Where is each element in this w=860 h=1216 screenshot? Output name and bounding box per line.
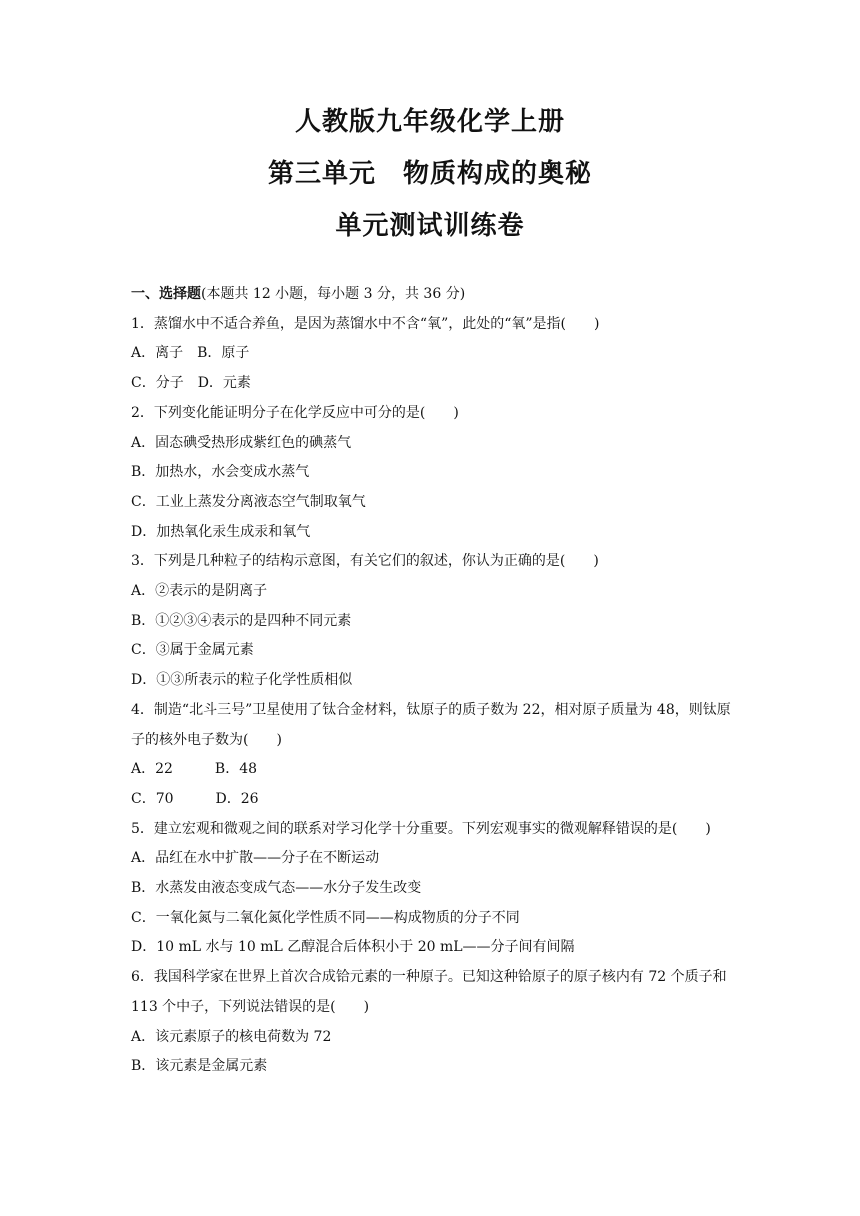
question-2-option-b: B．加热水，水会变成水蒸气 [131, 464, 310, 481]
question-5-stem: 5．建立宏观和微观之间的联系对学习化学十分重要。下列宏观事实的微观解释错误的是( ) [131, 820, 711, 837]
question-1-options-cd: C．分子 D．元素 [131, 375, 251, 392]
question-list [131, 280, 736, 1082]
title-block [0, 96, 860, 252]
question-5-option-d: D．10 mL 水与 10 mL 乙醇混合后体积小于 20 mL——分子间有间隔 [131, 939, 575, 956]
question-4-options-ab: A．22 B．48 [131, 761, 258, 778]
question-3-option-d: D．①③所表示的粒子化学性质相似 [131, 672, 353, 689]
question-5-option-b: B．水蒸发由液态变成气态——水分子发生改变 [131, 880, 422, 897]
question-3-option-b: B．①②③④表示的是四种不同元素 [131, 612, 352, 629]
question-3-stem: 3．下列是几种粒子的结构示意图，有关它们的叙述，你认为正确的是( ) [131, 553, 599, 570]
question-5-option-c: C．一氧化氮与二氧化氮化学性质不同——构成物质的分子不同 [131, 909, 520, 926]
question-4-stem: 4．制造“北斗三号”卫星使用了钛合金材料，钛原子的质子数为 22，相对原子质量为 48，则钛原子的核外电子数为( ) [131, 701, 731, 748]
question-2-stem: 2．下列变化能证明分子在化学反应中可分的是( ) [131, 404, 459, 421]
question-2-option-d: D．加热氧化汞生成汞和氧气 [131, 523, 311, 540]
section-label: 一、选择题 [131, 286, 201, 302]
question-4-options-cd: C．70 D．26 [131, 790, 259, 807]
question-6-option-b: B．该元素是金属元素 [131, 1058, 268, 1075]
question-3-option-c: C．③属于金属元素 [131, 642, 254, 659]
doc-title-test: 单元测试训练卷 [335, 211, 525, 241]
question-6-stem: 6．我国科学家在世界上首次合成铪元素的一种原子。已知这种铪原子的原子核内有 72 个质子和 113 个中子，下列说法错误的是( ) [131, 969, 727, 1015]
question-3-option-a: A．②表示的是阴离子 [131, 583, 268, 600]
question-1-stem: 1．蒸馏水中不适合养鱼，是因为蒸馏水中不含“氧”，此处的“氧”是指( ) [131, 315, 600, 332]
doc-title-unit: 第三单元 物质构成的奥秘 [267, 159, 592, 189]
section-heading [131, 280, 736, 310]
section-note: (本题共 12 小题，每小题 3 分，共 36 分) [201, 286, 466, 302]
question-5-option-a: A．品红在水中扩散——分子在不断运动 [131, 850, 380, 867]
doc-title-book: 人教版九年级化学上册 [294, 107, 565, 137]
question-2-option-c: C．工业上蒸发分离液态空气制取氧气 [131, 493, 366, 510]
question-6-option-a: A．该元素原子的核电荷数为 72 [131, 1028, 332, 1045]
question-1-options-ab: A．离子 B．原子 [131, 345, 250, 362]
question-2-option-a: A．固态碘受热形成紫红色的碘蒸气 [131, 434, 352, 451]
